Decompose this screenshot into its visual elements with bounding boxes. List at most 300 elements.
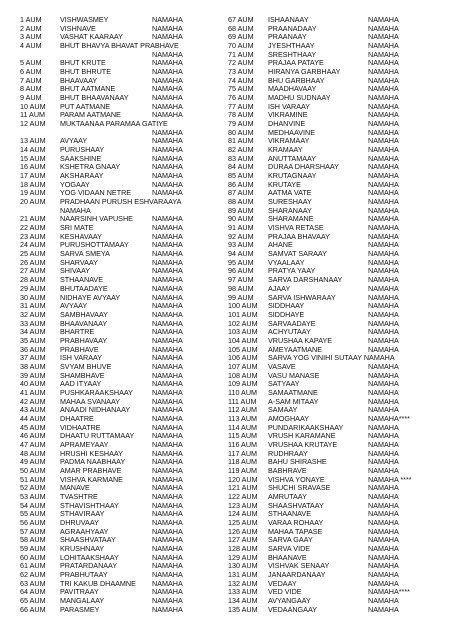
namaha-suffix: NAMAHA: [368, 231, 399, 241]
mantra-number: 61 AUM: [20, 561, 46, 571]
mantra-text: PRATARDANAAY: [60, 561, 118, 571]
namaha-suffix: NAMAHA: [152, 535, 183, 545]
mantra-text: ANUTTAMAAY: [268, 153, 317, 163]
mantra-row: [228, 406, 448, 415]
mantra-text: KSHETRA GNAAY: [60, 162, 121, 172]
namaha-suffix: NAMAHA: [368, 318, 399, 328]
mantra-number: 48 AUM: [20, 448, 46, 458]
namaha-suffix: NAMAHA: [152, 431, 183, 441]
mantra-row: [228, 562, 448, 571]
mantra-text: JYESHTHAAY: [268, 41, 315, 51]
mantra-text: PUSHKARAAKSHAAY: [60, 387, 133, 397]
mantra-number: 87 AUM: [228, 188, 254, 198]
mantra-text: BAHU SHIRASHE: [268, 457, 327, 467]
mantra-text: AVYAAY: [60, 136, 88, 146]
namaha-suffix: NAMAHA: [368, 448, 399, 458]
namaha-suffix: NAMAHA: [152, 413, 183, 423]
mantra-number: 21 AUM: [20, 214, 46, 224]
right-column: [228, 16, 448, 614]
mantra-text: PAVITRAAY: [60, 587, 99, 597]
mantra-number: 99 AUM: [228, 292, 254, 302]
mantra-text: ANAADI NIDHANAAY: [60, 405, 131, 415]
mantra-number: 38 AUM: [20, 361, 46, 371]
mantra-text: DHAATRE: [60, 413, 94, 423]
namaha-suffix: NAMAHA: [152, 370, 183, 380]
mantra-number: 63 AUM: [20, 578, 46, 588]
namaha-suffix: NAMAHA: [152, 578, 183, 588]
mantra-row: [20, 267, 238, 276]
mantra-text: AMOGHAAY: [268, 413, 310, 423]
mantra-row: [228, 146, 448, 155]
mantra-text: YOG VIDAAN NETRE: [60, 188, 132, 198]
mantra-row: [20, 536, 238, 545]
namaha-suffix: NAMAHA: [152, 153, 183, 163]
mantra-number: 103 AUM: [228, 327, 258, 337]
mantra-number: 73 AUM: [228, 67, 254, 77]
namaha-suffix: NAMAHA: [368, 301, 399, 311]
namaha-suffix: NAMAHA: [368, 561, 399, 571]
namaha-suffix: NAMAHA: [152, 240, 183, 250]
mantra-text: DHRUVAAY: [60, 517, 99, 527]
mantra-number: 116 AUM: [228, 439, 258, 449]
mantra-text: APRAMEYAAY: [60, 439, 109, 449]
mantra-row: [228, 16, 448, 25]
mantra-number: 20 AUM: [20, 197, 46, 207]
mantra-row: [20, 493, 238, 502]
mantra-number: 118 AUM: [228, 457, 258, 467]
mantra-number: 4 AUM: [20, 41, 42, 51]
mantra-row: [228, 493, 448, 502]
mantra-row: [228, 129, 448, 138]
mantra-number: 66 AUM: [20, 604, 46, 614]
mantra-number: 113 AUM: [228, 413, 258, 423]
continuation-row: [20, 129, 238, 138]
mantra-row: [228, 94, 448, 103]
mantra-text: RUDHRAAY: [268, 448, 308, 458]
mantra-number: 28 AUM: [20, 275, 46, 285]
namaha-suffix: NAMAHA: [368, 58, 399, 68]
namaha-suffix: NAMAHA: [152, 275, 183, 285]
mantra-text: MEDHAAVINE: [268, 127, 315, 137]
mantra-number: 15 AUM: [20, 153, 46, 163]
mantra-row: [228, 25, 448, 34]
mantra-row: [228, 285, 448, 294]
mantra-text: SHARVAAY: [60, 257, 98, 267]
mantra-number: 105 AUM: [228, 344, 258, 354]
mantra-text: VISHVA RETASE: [268, 223, 324, 233]
mantra-row: [228, 172, 448, 181]
mantra-number: 119 AUM: [228, 465, 258, 475]
namaha-suffix: NAMAHA: [152, 171, 183, 181]
mantra-text: PARAM AATMANE: [60, 110, 121, 120]
mantra-row: [228, 441, 448, 450]
mantra-number: 112 AUM: [228, 405, 258, 415]
mantra-number: 50 AUM: [20, 465, 46, 475]
mantra-row: [20, 94, 238, 103]
mantra-text: AATMA VATE: [268, 188, 312, 198]
namaha-suffix: NAMAHA: [368, 15, 399, 24]
mantra-row: [228, 510, 448, 519]
mantra-number: 30 AUM: [20, 292, 46, 302]
namaha-suffix: NAMAHA: [152, 604, 183, 614]
mantra-row: [228, 519, 448, 528]
mantra-number: 70 AUM: [228, 41, 254, 51]
mantra-number: 94 AUM: [228, 249, 254, 259]
mantra-text: VASHAT KAARAAY: [60, 32, 123, 42]
mantra-text: KRUTAYE: [268, 179, 301, 189]
mantra-row: [228, 432, 448, 441]
mantra-number: 131 AUM: [228, 570, 258, 579]
mantra-number: 96 AUM: [228, 266, 254, 276]
mantra-text: SARVA ISHWARAAY: [268, 292, 336, 302]
mantra-row: [228, 181, 448, 190]
namaha-suffix: NAMAHA: [152, 474, 183, 484]
mantra-text: MAADHAVAAY: [268, 84, 317, 94]
namaha-suffix: NAMAHA: [152, 379, 183, 389]
mantra-number: 129 AUM: [228, 552, 258, 562]
mantra-row: [20, 215, 238, 224]
mantra-text: ISH VARAAY: [60, 353, 103, 363]
mantra-number: 40 AUM: [20, 379, 46, 389]
mantra-text: SAMBHAVAAY: [60, 309, 108, 319]
mantra-text: AAD ITYAAY: [60, 379, 102, 389]
namaha-suffix: NAMAHA: [368, 179, 399, 189]
mantra-number: 45 AUM: [20, 422, 46, 432]
mantra-row: [228, 233, 448, 242]
mantra-text: PARASMEY: [60, 604, 100, 614]
namaha-suffix: NAMAHA ****: [368, 474, 412, 484]
mantra-number: 89 AUM: [228, 205, 254, 215]
mantra-text: PRAANAAY: [268, 32, 307, 42]
mantra-text: BHUT BHAVYA BHAVAT PRABHAVE: [60, 41, 179, 51]
mantra-text: SAMAATMANE: [268, 387, 318, 397]
namaha-suffix: NAMAHA: [368, 205, 399, 215]
mantra-text: SARVA VIDE: [268, 543, 311, 553]
mantra-row: [228, 77, 448, 86]
mantra-row: [228, 337, 448, 346]
mantra-number: 24 AUM: [20, 240, 46, 250]
mantra-number: 65 AUM: [20, 596, 46, 606]
mantra-text: MAHAA SVANAAY: [60, 396, 121, 406]
mantra-text: SARVAADAYE: [268, 318, 316, 328]
mantra-number: 122 AUM: [228, 491, 258, 501]
namaha-suffix: NAMAHA: [368, 145, 399, 155]
mantra-number: 52 AUM: [20, 483, 46, 493]
mantra-text: HIRANYA GARBHAAY: [268, 67, 341, 77]
mantra-text: BHUT AATMANE: [60, 84, 116, 94]
namaha-suffix: NAMAHA: [152, 587, 183, 597]
mantra-text: VIKRAMINE: [268, 110, 308, 120]
mantra-row: [228, 372, 448, 381]
mantra-row: [20, 502, 238, 511]
namaha-suffix: NAMAHA: [368, 153, 399, 163]
mantra-text: STHAVISHTHAAY: [60, 500, 119, 510]
namaha-suffix: NAMAHA: [368, 49, 399, 59]
namaha-suffix: NAMAHA: [152, 136, 183, 146]
namaha-suffix: NAMAHA: [152, 396, 183, 406]
mantra-number: 109 AUM: [228, 379, 258, 389]
mantra-row: [228, 580, 448, 589]
mantra-row: [20, 120, 238, 129]
mantra-row: [228, 33, 448, 42]
mantra-text: VISHWASMEY: [60, 15, 109, 24]
namaha-suffix: NAMAHA: [152, 231, 183, 241]
namaha-suffix: NAMAHA: [152, 405, 183, 415]
mantra-row: [20, 528, 238, 537]
mantra-row: [20, 155, 238, 164]
mantra-text: BHAAVAAY: [60, 75, 98, 85]
mantra-number: 134 AUM: [228, 596, 258, 606]
mantra-row: [20, 597, 238, 606]
mantra-row: [20, 606, 238, 615]
mantra-row: [20, 372, 238, 381]
mantra-text: AKSHARAAY: [60, 171, 104, 181]
mantra-number: 123 AUM: [228, 500, 258, 510]
mantra-row: [228, 224, 448, 233]
mantra-text: AGRAAHYAAY: [60, 526, 109, 536]
mantra-text: BHAANAVE: [268, 552, 307, 562]
mantra-row: [20, 441, 238, 450]
namaha-suffix: NAMAHA: [152, 353, 183, 363]
mantra-row: [20, 198, 238, 207]
mantra-row: [20, 484, 238, 493]
mantra-row: [20, 294, 238, 303]
mantra-number: 8 AUM: [20, 84, 42, 94]
namaha-suffix: NAMAHA: [368, 457, 399, 467]
mantra-text: SHAMBHAVE: [60, 370, 105, 380]
mantra-text: PADMA NAABHAAY: [60, 457, 126, 467]
mantra-text: VASU MANASE: [268, 370, 320, 380]
mantra-number: 25 AUM: [20, 249, 46, 259]
mantra-row: [228, 276, 448, 285]
mantra-row: [20, 406, 238, 415]
mantra-text: SRI MATE: [60, 223, 94, 233]
mantra-text: DHAATU RUTTAMAAY: [60, 431, 135, 441]
mantra-text: PRAJAA PATAYE: [268, 58, 324, 68]
mantra-row: [228, 51, 448, 60]
mantra-text: PRATYA YAAY: [268, 266, 316, 276]
mantra-number: 43 AUM: [20, 405, 46, 415]
mantra-number: 125 AUM: [228, 517, 258, 527]
mantra-number: 83 AUM: [228, 153, 254, 163]
mantra-text: SHARAMANE: [268, 214, 314, 224]
namaha-suffix: NAMAHA: [152, 552, 183, 562]
mantra-row: [20, 77, 238, 86]
mantra-row: [20, 458, 238, 467]
mantra-number: 3 AUM: [20, 32, 42, 42]
mantra-text: BHU GARBHAAY: [268, 75, 325, 85]
mantra-text: AJAAY: [268, 283, 291, 293]
mantra-row: [228, 363, 448, 372]
namaha-suffix: NAMAHA: [152, 439, 183, 449]
mantra-row: [20, 320, 238, 329]
mantra-text: ACHYUTAAY: [268, 327, 311, 337]
namaha-suffix: NAMAHA: [368, 171, 399, 181]
mantra-number: 7 AUM: [20, 75, 42, 85]
mantra-text: BHAAVANAAY: [60, 318, 108, 328]
mantra-text: SHIVAAY: [60, 266, 91, 276]
mantra-row: [228, 354, 448, 363]
mantra-number: 2 AUM: [20, 23, 42, 33]
mantra-text: BHUT KRUTE: [60, 58, 106, 68]
mantra-text: VISHVAK SENAAY: [268, 561, 330, 571]
mantra-row: [20, 467, 238, 476]
mantra-text: SARVA GAAY: [268, 535, 313, 545]
mantra-text: VARAA ROHAAY: [268, 517, 324, 527]
mantra-row: [20, 233, 238, 242]
namaha-suffix: NAMAHA: [368, 422, 399, 432]
mantra-text: TRI KAKUB DHAAMNE: [60, 578, 136, 588]
mantra-row: [20, 276, 238, 285]
mantra-text: PRABHAVAAY: [60, 335, 108, 345]
namaha-suffix: NAMAHA: [368, 309, 399, 319]
mantra-text: KRUSHNAAY: [60, 543, 105, 553]
mantra-number: 37 AUM: [20, 353, 46, 363]
mantra-number: 32 AUM: [20, 309, 46, 319]
mantra-text: VED VIDE: [268, 587, 302, 597]
namaha-suffix: NAMAHA: [368, 84, 399, 94]
mantra-text: BHUT BHAAVANAAY: [60, 93, 129, 103]
namaha-suffix: NAMAHA: [368, 500, 399, 510]
mantra-text: VASAVE: [268, 361, 296, 371]
namaha-suffix: NAMAHA: [152, 500, 183, 510]
namaha-suffix: NAMAHA: [152, 361, 183, 371]
mantra-row: [228, 571, 448, 580]
mantra-text: AVYAAY: [60, 301, 88, 311]
mantra-text: PUT AATMANE: [60, 101, 111, 111]
mantra-number: 133 AUM: [228, 587, 258, 597]
mantra-text: AMRUTAAY: [268, 491, 307, 501]
namaha-suffix: NAMAHA: [368, 75, 399, 85]
mantra-row: [20, 68, 238, 77]
mantra-number: 104 AUM: [228, 335, 258, 345]
mantra-text: NAMAHA: [60, 205, 91, 215]
namaha-suffix: NAMAHA: [368, 387, 399, 397]
namaha-suffix: NAMAHA: [368, 223, 399, 233]
mantra-text: SURESHAAY: [268, 197, 312, 207]
mantra-text: BHUTAADAYE: [60, 283, 108, 293]
mantra-number: 135 AUM: [228, 604, 258, 614]
mantra-row: [20, 554, 238, 563]
mantra-row: [228, 424, 448, 433]
namaha-suffix: NAMAHA: [368, 361, 399, 371]
mantra-row: [20, 172, 238, 181]
namaha-suffix: NAMAHA: [152, 387, 183, 397]
mantra-text: SARVA DARSHANAAY: [268, 275, 343, 285]
namaha-suffix: NAMAHA: [368, 127, 399, 137]
mantra-number: 44 AUM: [20, 413, 46, 423]
mantra-text: ISH VARAAY: [268, 101, 311, 111]
mantra-number: 42 AUM: [20, 396, 46, 406]
mantra-number: 126 AUM: [228, 526, 258, 536]
mantra-row: [228, 294, 448, 303]
namaha-suffix: NAMAHA: [152, 292, 183, 302]
mantra-row: [20, 510, 238, 519]
namaha-suffix: NAMAHA: [368, 509, 399, 519]
mantra-number: 55 AUM: [20, 509, 46, 519]
namaha-suffix: NAMAHA: [152, 465, 183, 475]
namaha-suffix: NAMAHA: [368, 136, 399, 146]
mantra-number: 53 AUM: [20, 491, 46, 501]
mantra-number: 84 AUM: [228, 162, 254, 172]
mantra-number: 59 AUM: [20, 543, 46, 553]
mantra-row: [20, 450, 238, 459]
mantra-text: VEDAAY: [268, 578, 297, 588]
mantra-number: 106 AUM: [228, 353, 258, 363]
namaha-suffix: NAMAHA: [152, 23, 183, 33]
namaha-suffix: NAMAHA: [152, 110, 183, 120]
mantra-row: [228, 320, 448, 329]
namaha-suffix: NAMAHA: [152, 15, 183, 24]
mantra-text: AVYANGAAY: [268, 596, 311, 606]
mantra-number: 54 AUM: [20, 500, 46, 510]
mantra-text: DURAA DHARSHAAY: [268, 162, 339, 172]
mantra-text: A-SAM MITAAY: [268, 396, 319, 406]
mantra-number: 60 AUM: [20, 552, 46, 562]
namaha-suffix: NAMAHA****: [368, 413, 410, 423]
mantra-row: [228, 476, 448, 485]
mantra-text: STHAVIRAAY: [60, 509, 105, 519]
left-column: [20, 16, 238, 614]
mantra-text: SVYAM BHUVE: [60, 361, 112, 371]
mantra-text: AHANE: [268, 240, 293, 250]
mantra-number: 81 AUM: [228, 136, 254, 146]
mantra-text: BHUT BHRUTE: [60, 67, 111, 77]
namaha-suffix: NAMAHA: [152, 67, 183, 77]
mantra-row: [20, 259, 238, 268]
mantra-number: 18 AUM: [20, 179, 46, 189]
namaha-suffix: NAMAHA: [368, 535, 399, 545]
mantra-text: PURUSHAAY: [60, 145, 105, 155]
mantra-number: 11 AUM: [20, 110, 46, 120]
mantra-number: 79 AUM: [228, 119, 254, 129]
mantra-row: [20, 250, 238, 259]
mantra-row: [228, 450, 448, 459]
mantra-text: KRUTAGNAAY: [268, 171, 317, 181]
namaha-suffix: NAMAHA: [152, 84, 183, 94]
mantra-row: [20, 16, 238, 25]
namaha-suffix: NAMAHA: [152, 309, 183, 319]
namaha-suffix: NAMAHA: [152, 93, 183, 103]
mantra-row: [20, 328, 238, 337]
mantra-row: [228, 588, 448, 597]
namaha-suffix: NAMAHA: [152, 179, 183, 189]
mantra-text: VRUSH KARAMANE: [268, 431, 336, 441]
mantra-text: PURUSHOTTAMAAY: [60, 240, 129, 250]
mantra-number: 57 AUM: [20, 526, 46, 536]
mantra-number: 58 AUM: [20, 535, 46, 545]
mantra-text: BHARTRE: [60, 327, 95, 337]
mantra-text: SAMVAT SARAAY: [268, 249, 327, 259]
namaha-suffix: NAMAHA: [152, 75, 183, 85]
namaha-suffix: NAMAHA: [368, 110, 399, 120]
mantra-row: [20, 146, 238, 155]
namaha-suffix: NAMAHA: [368, 327, 399, 337]
mantra-number: 1 AUM: [20, 15, 42, 24]
mantra-number: 69 AUM: [228, 32, 254, 42]
namaha-suffix: NAMAHA: [152, 283, 183, 293]
namaha-suffix: NAMAHA: [152, 58, 183, 68]
namaha-suffix: NAMAHA: [152, 32, 183, 42]
mantra-text: SIDDHAYE: [268, 309, 305, 319]
namaha-suffix: NAMAHA: [152, 596, 183, 606]
namaha-suffix: NAMAHA: [368, 23, 399, 33]
mantra-row: [228, 528, 448, 537]
continuation-row: [20, 51, 238, 60]
mantra-row: [20, 42, 238, 51]
mantra-row: [228, 606, 448, 615]
mantra-row: [228, 458, 448, 467]
